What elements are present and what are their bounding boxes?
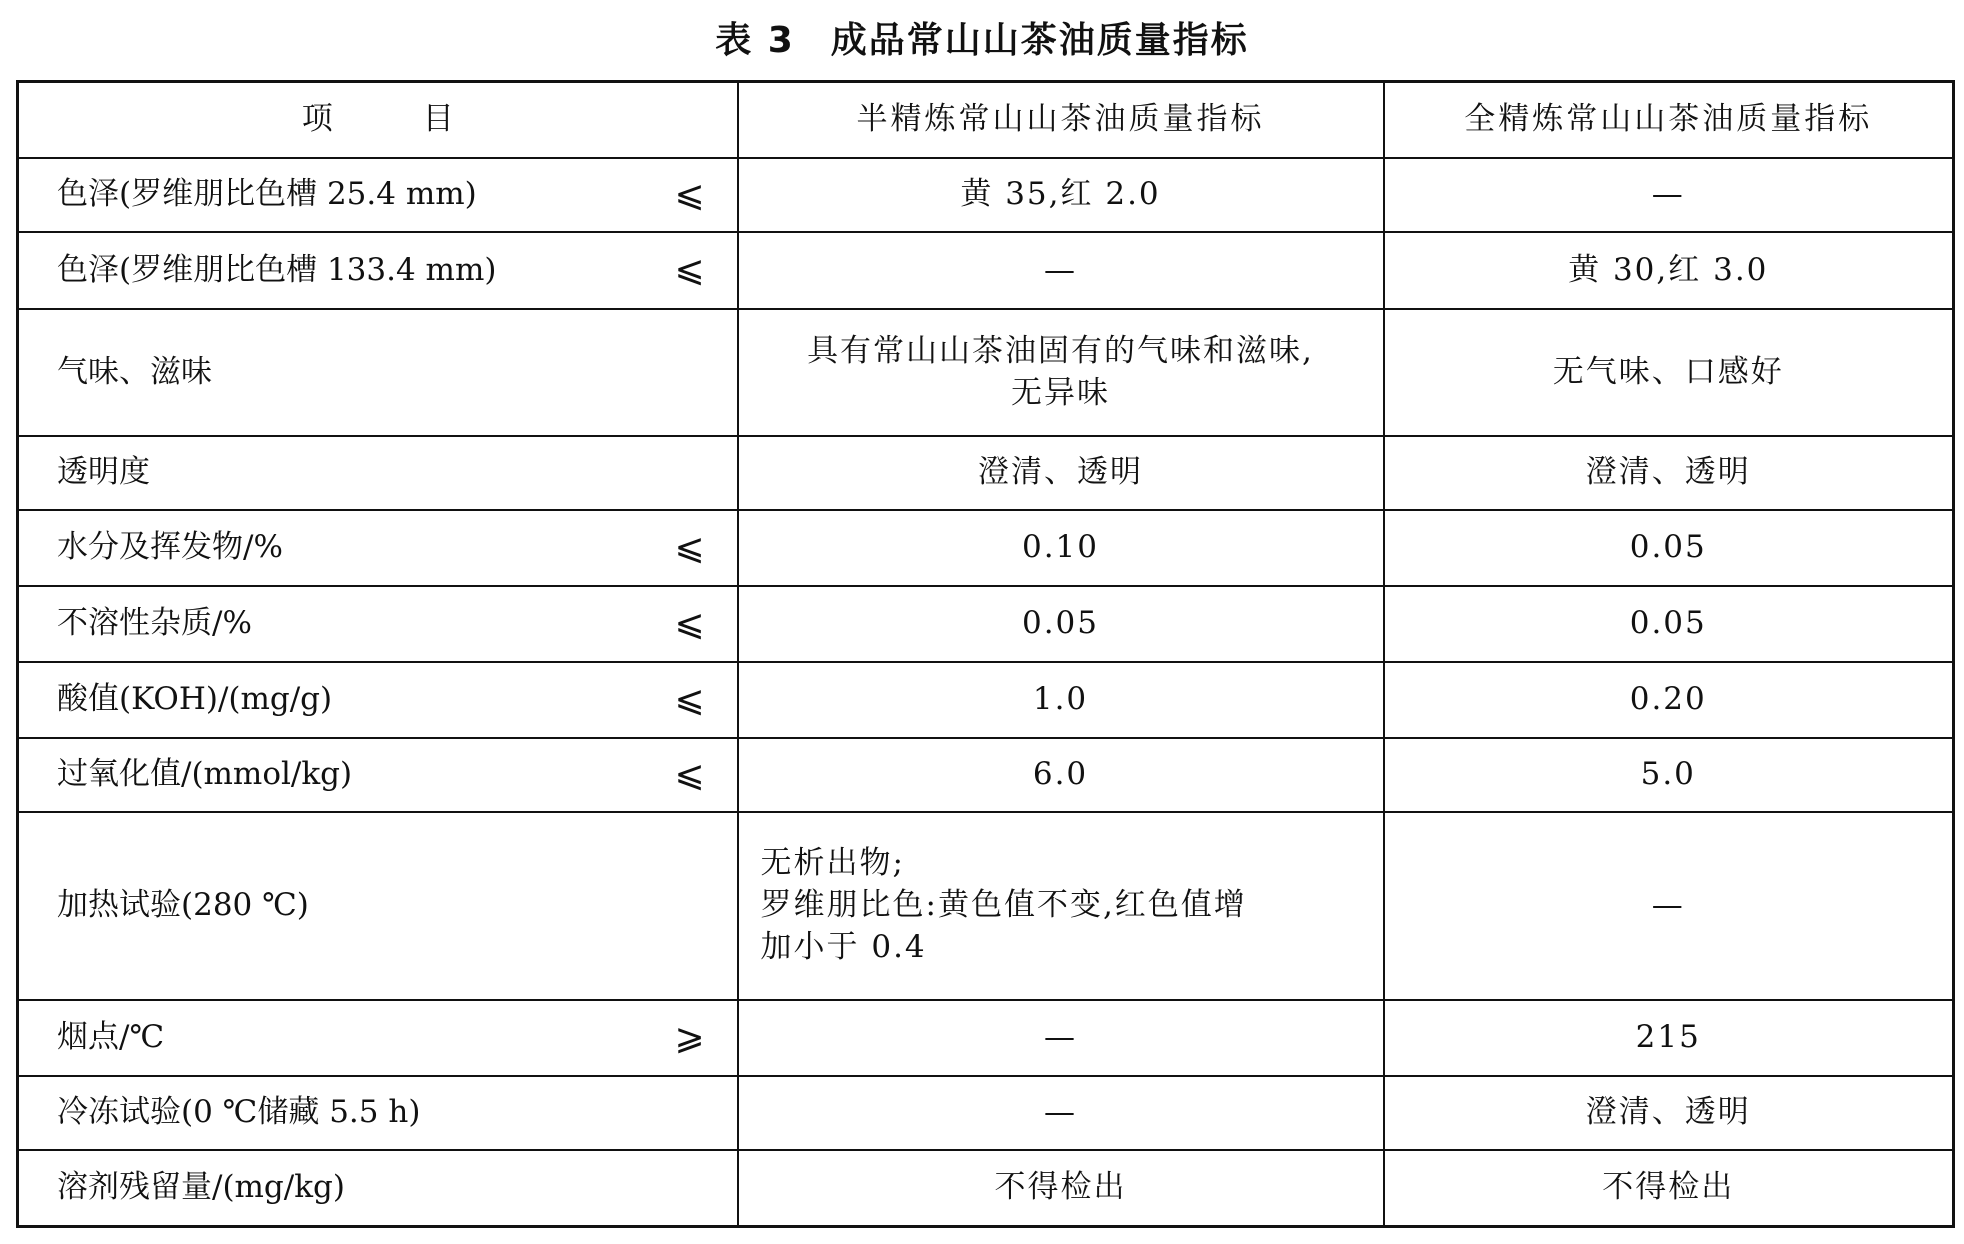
item-label: 气味、滋味 [57,353,212,390]
table-row [18,586,1954,662]
full-value: — [1384,158,1954,232]
row-item [18,1000,738,1076]
row-item [18,309,738,436]
full-value: — [1384,812,1954,1000]
comparison-symbol: ⩽ [674,678,705,720]
row-item [18,738,738,812]
item-label: 水分及挥发物/% [57,529,283,566]
semi-value: 不得检出 [738,1150,1384,1227]
row-item [18,812,738,1000]
semi-value: — [738,1076,1384,1150]
row-item [18,1076,738,1150]
row-item [18,1150,738,1227]
table-number: 表 3 [715,19,795,61]
table-caption [0,0,1964,74]
item-label: 色泽(罗维朋比色槽 133.4 mm) [57,251,497,288]
table-row [18,436,1954,510]
semi-value: — [738,1000,1384,1076]
table-row [18,738,1954,812]
table-row [18,232,1954,309]
full-value: 澄清、透明 [1384,1076,1954,1150]
semi-value: 0.05 [738,586,1384,662]
full-value: 澄清、透明 [1384,436,1954,510]
semi-value-line: 罗维朋比色:黄色值不变,红色值增 [760,887,1247,924]
full-value: 0.05 [1384,510,1954,586]
semi-value-line: 具有常山山茶油固有的气味和滋味, [807,332,1314,369]
full-value: 0.05 [1384,586,1954,662]
semi-value: — [738,232,1384,309]
semi-value-line: 加小于 0.4 [760,928,927,965]
item-label: 烟点/℃ [57,1019,165,1056]
full-value: 5.0 [1384,738,1954,812]
header-semi-refined: 半精炼常山山茶油质量指标 [738,82,1384,159]
item-label: 溶剂残留量/(mg/kg) [57,1169,345,1206]
item-label: 不溶性杂质/% [57,605,252,642]
row-item [18,510,738,586]
semi-value-line: 无析出物; [760,845,905,882]
semi-value [738,309,1384,436]
header-fully-refined: 全精炼常山山茶油质量指标 [1384,82,1954,159]
item-label: 过氧化值/(mmol/kg) [57,756,353,793]
row-item [18,586,738,662]
header-item [18,82,738,159]
table-row [18,812,1954,1000]
item-label: 透明度 [57,454,150,491]
comparison-symbol: ⩽ [674,249,705,291]
full-value: 0.20 [1384,662,1954,738]
semi-value [738,812,1384,1000]
quality-spec-table [16,80,1955,1228]
table-row [18,158,1954,232]
row-item [18,158,738,232]
full-value: 无气味、口感好 [1384,309,1954,436]
comparison-symbol: ⩽ [674,173,705,215]
semi-value: 黄 35,红 2.0 [738,158,1384,232]
semi-value: 0.10 [738,510,1384,586]
comparison-symbol: ⩽ [674,753,705,795]
row-item [18,232,738,309]
semi-value: 澄清、透明 [738,436,1384,510]
full-value: 不得检出 [1384,1150,1954,1227]
semi-value-line: 无异味 [1011,374,1110,411]
item-label: 色泽(罗维朋比色槽 25.4 mm) [57,176,477,213]
header-item-part1: 项 [301,101,333,138]
table-row [18,309,1954,436]
header-item-part2: 目 [422,101,454,138]
table-row [18,1150,1954,1227]
full-value: 黄 30,红 3.0 [1384,232,1954,309]
semi-value: 1.0 [738,662,1384,738]
item-label: 加热试验(280 ℃) [57,887,309,924]
table-row [18,662,1954,738]
full-value: 215 [1384,1000,1954,1076]
table-row [18,510,1954,586]
item-label: 冷冻试验(0 ℃储藏 5.5 h) [57,1094,421,1131]
row-item [18,662,738,738]
comparison-symbol: ⩽ [674,526,705,568]
table-row [18,1076,1954,1150]
table-title: 成品常山山茶油质量指标 [830,19,1249,61]
table-row [18,1000,1954,1076]
header-row [18,82,1954,159]
item-label: 酸值(KOH)/(mg/g) [57,681,333,718]
comparison-symbol: ⩽ [674,602,705,644]
row-item [18,436,738,510]
semi-value: 6.0 [738,738,1384,812]
comparison-symbol: ⩾ [674,1016,705,1058]
